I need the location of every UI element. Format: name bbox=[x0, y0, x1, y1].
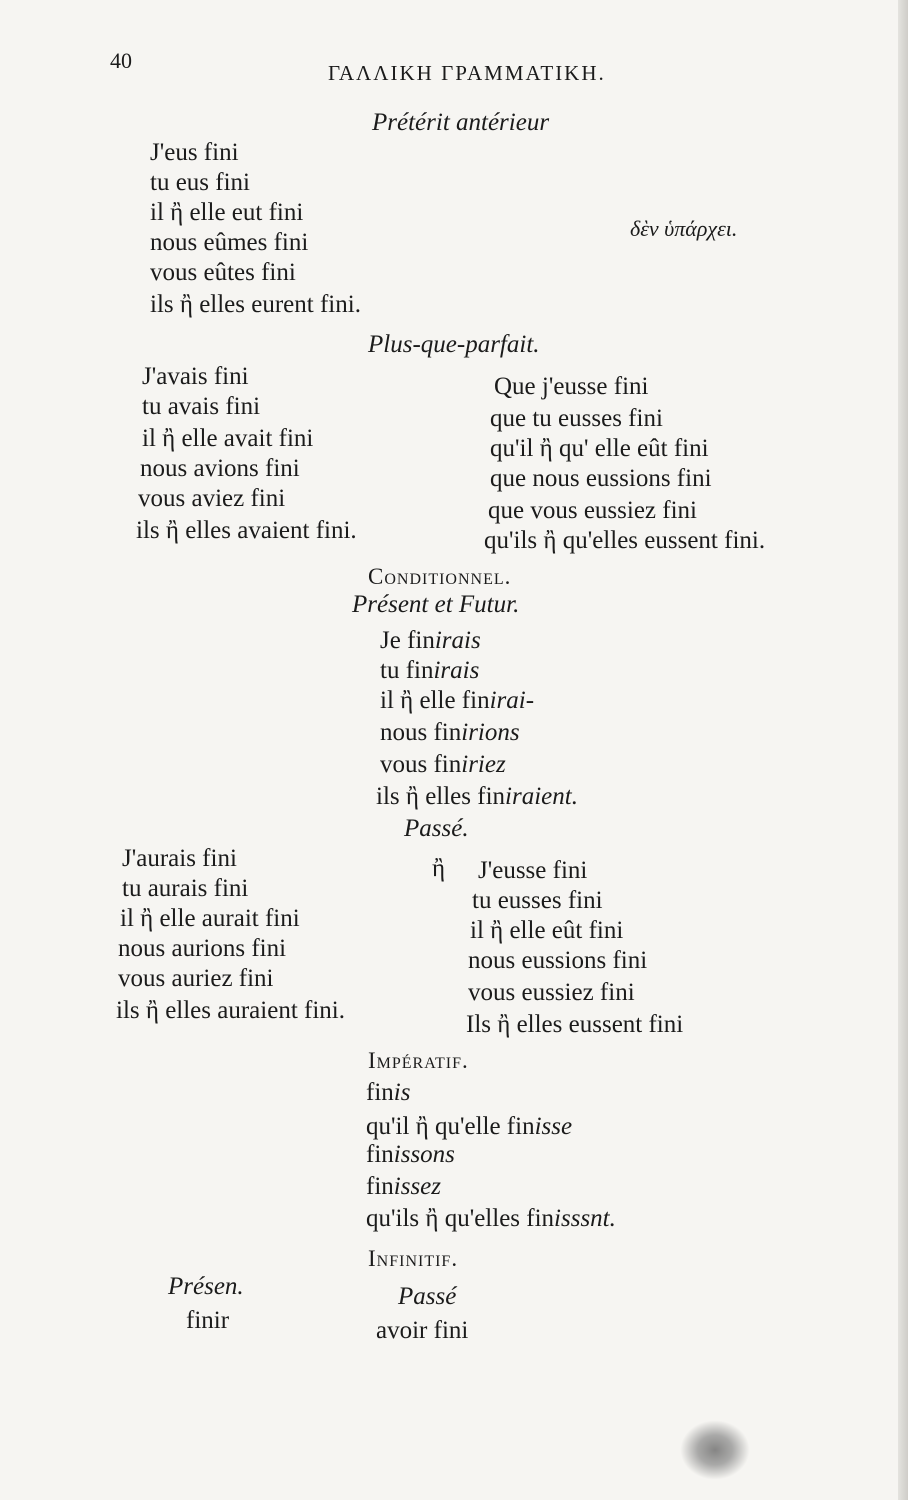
conditionnel-passe-left-line: il ἢ elle aurait fini bbox=[120, 905, 300, 932]
pqp-left-line: il ἢ elle avait fini bbox=[142, 425, 314, 452]
conditionnel-passe-right-line: J'eusse fini bbox=[478, 857, 588, 884]
passe-heading: Passé. bbox=[404, 815, 469, 842]
imperatif-line: finissons bbox=[366, 1141, 455, 1168]
pqp-right-line: qu'il ἢ qu' elle eût fini bbox=[490, 435, 709, 462]
pqp-right-line: Que j'eusse fini bbox=[494, 373, 649, 400]
conditionnel-passe-left-line: vous auriez fini bbox=[118, 965, 274, 992]
preterit-line: il ἢ elle eut fini bbox=[150, 199, 304, 226]
infinitif-passe-value: avoir fini bbox=[376, 1317, 469, 1344]
conditionnel-passe-left-line: J'aurais fini bbox=[122, 845, 237, 872]
conditionnel-present-line: tu finirais bbox=[380, 657, 480, 684]
preterit-anterieur-heading: Prétérit antérieur bbox=[372, 109, 550, 136]
conditionnel-present-line: nous finirions bbox=[380, 719, 520, 746]
preterit-line: vous eûtes fini bbox=[150, 259, 296, 286]
pqp-left-line: J'avais fini bbox=[142, 363, 249, 390]
conditionnel-present-line: il ἢ elle finirai- bbox=[380, 687, 535, 714]
conditionnel-passe-left-line: tu aurais fini bbox=[122, 875, 249, 902]
pqp-right-line: que vous eussiez fini bbox=[488, 497, 697, 524]
imperatif-heading: Impératif. bbox=[368, 1048, 469, 1073]
conditionnel-present-line: ils ἢ elles finiraient. bbox=[376, 783, 578, 810]
preterit-note: δὲν ὑπάρχει. bbox=[630, 216, 738, 241]
pqp-right-line: que tu eusses fini bbox=[490, 405, 663, 432]
ink-smudge bbox=[680, 1420, 750, 1480]
running-title: ΓΑΛΛΙΚΗ ΓΡΑΜΜΑΤΙΚΗ. bbox=[328, 61, 606, 85]
preterit-line: ils ἢ elles eurent fini. bbox=[150, 291, 361, 318]
pqp-left-line: ils ἢ elles avaient fini. bbox=[136, 517, 357, 544]
imperatif-line: finissez bbox=[366, 1173, 442, 1200]
pqp-left-line: nous avions fini bbox=[140, 455, 300, 482]
infinitif-present-value: finir bbox=[186, 1307, 230, 1334]
conditionnel-passe-right-line: Ils ἢ elles eussent fini bbox=[466, 1011, 684, 1038]
pqp-right-line: qu'ils ἢ qu'elles eussent fini. bbox=[484, 527, 766, 554]
plus-que-parfait-heading: Plus-que-parfait. bbox=[368, 331, 540, 358]
imperatif-line: qu'ils ἢ qu'elles finisssnt. bbox=[366, 1205, 616, 1232]
conditionnel-passe-right-line: vous eussiez fini bbox=[468, 979, 635, 1006]
imperatif-line: qu'il ἢ qu'elle finisse bbox=[366, 1113, 573, 1140]
preterit-line: nous eûmes fini bbox=[150, 229, 309, 256]
conditionnel-present-line: Je finirais bbox=[380, 627, 481, 654]
infinitif-passe-label: Passé bbox=[398, 1283, 457, 1310]
conditionnel-passe-left-line: ils ἢ elles auraient fini. bbox=[116, 997, 345, 1024]
conditionnel-passe-right-line: il ἢ elle eût fini bbox=[470, 917, 624, 944]
imperatif-line: finis bbox=[366, 1079, 411, 1106]
infinitif-present-label: Présen. bbox=[168, 1273, 244, 1300]
pqp-left-line: tu avais fini bbox=[142, 393, 261, 420]
page-edge bbox=[898, 0, 908, 1500]
conditionnel-passe-right-line: tu eusses fini bbox=[472, 887, 603, 914]
pqp-left-line: vous aviez fini bbox=[138, 485, 286, 512]
preterit-line: tu eus fini bbox=[150, 169, 250, 196]
conditionnel-present-line: vous finiriez bbox=[380, 751, 506, 778]
present-futur-heading: Présent et Futur. bbox=[352, 591, 520, 618]
preterit-line: J'eus fini bbox=[150, 139, 239, 166]
or-conjunction: ἢ bbox=[432, 855, 446, 882]
conditionnel-passe-left-line: nous aurions fini bbox=[118, 935, 287, 962]
page-number: 40 bbox=[110, 48, 132, 73]
conditionnel-passe-right-line: nous eussions fini bbox=[468, 947, 648, 974]
conditionnel-heading: Conditionnel. bbox=[368, 564, 512, 589]
pqp-right-line: que nous eussions fini bbox=[490, 465, 712, 492]
infinitif-heading: Infinitif. bbox=[368, 1246, 459, 1271]
